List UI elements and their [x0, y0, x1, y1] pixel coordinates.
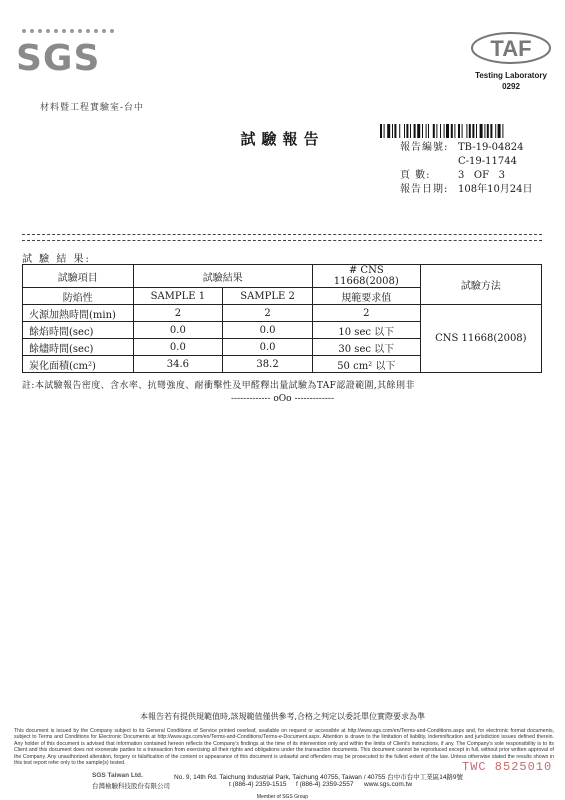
- barcode-bar: [466, 124, 467, 138]
- barcode-bar: [428, 124, 429, 138]
- results-label: 試 驗 結 果:: [22, 254, 91, 265]
- page-label: 頁 數:: [400, 170, 431, 181]
- row-requirement: 10 sec 以下: [312, 322, 420, 339]
- barcode-bar: [387, 124, 390, 138]
- footer-note: 本報告若有提供規範值時,該規範值僅供參考,合格之判定以委託單位實際要求為準: [139, 712, 426, 721]
- row-sample-2: 0.0: [223, 322, 313, 339]
- barcode-bar: [444, 124, 445, 138]
- barcode-bar: [495, 124, 496, 138]
- end-mark: ------------- oOo -------------: [230, 394, 334, 404]
- divider: [22, 240, 542, 241]
- row-sample-1: 0.0: [133, 322, 223, 339]
- barcode-bar: [410, 124, 411, 138]
- report-no: TB-19-04824: [458, 142, 524, 153]
- page-of: OF: [473, 170, 490, 181]
- footer-bar: [14, 772, 554, 788]
- barcode-bar: [384, 124, 385, 138]
- barcode-bar: [502, 124, 503, 138]
- barcode-bar: [426, 124, 427, 138]
- barcode-bar: [454, 124, 455, 138]
- row-sample-2: 0.0: [223, 339, 313, 356]
- header-sample-1: SAMPLE 1: [133, 288, 223, 305]
- sgs-logo: SGS: [16, 38, 101, 79]
- header-standard: # CNS 11668(2008): [312, 265, 420, 288]
- footer-tel: t (886-4) 2359-1515: [229, 781, 287, 788]
- footer-web: www.sgs.com.tw: [364, 781, 413, 788]
- barcode-bar: [404, 124, 405, 138]
- page-current: 3: [458, 170, 465, 181]
- row-item: 炭化面積(cm²): [23, 356, 134, 373]
- footer-fax: f (886-4) 2359-2557: [296, 781, 354, 788]
- header-method: 試驗方法: [420, 265, 541, 305]
- row-sample-1: 34.6: [133, 356, 223, 373]
- taf-logo: [470, 30, 552, 66]
- sgs-logo-dots: [18, 24, 118, 38]
- report-no-label: 報告編號:: [400, 142, 449, 153]
- barcode-bar: [414, 124, 416, 138]
- header-sample-2: SAMPLE 2: [223, 288, 313, 305]
- barcode: [380, 124, 548, 138]
- footer-company: SGS Taiwan Ltd.: [92, 772, 143, 779]
- header-results: 試驗結果: [133, 265, 312, 288]
- barcode-bar: [433, 124, 435, 138]
- barcode-bar: [484, 124, 485, 138]
- barcode-bar: [462, 124, 463, 138]
- report-meta: [400, 141, 533, 197]
- report-title: 試驗報告: [240, 130, 325, 148]
- serial-stamp: TWC 8525010: [462, 760, 553, 774]
- barcode-bar: [490, 124, 492, 138]
- barcode-bar: [392, 124, 393, 138]
- row-requirement: 50 cm² 以下: [312, 356, 420, 373]
- row-sample-1: 0.0: [133, 339, 223, 356]
- taf-caption: [466, 70, 556, 92]
- row-sample-1: 2: [133, 305, 223, 322]
- page-total: 3: [498, 170, 505, 181]
- header-item: 試驗項目: [23, 265, 134, 288]
- divider: [22, 234, 542, 235]
- footer-address: No. 9, 14th Rd. Taichung Industrial Park, Taichung 40755, Taiwan / 40755 台中市台中工業區14路9號: [174, 774, 464, 781]
- barcode-bar: [406, 124, 408, 138]
- header-property: 防焰性: [23, 288, 134, 305]
- row-requirement: 2: [312, 305, 420, 322]
- report-no-2: C-19-11744: [458, 156, 517, 167]
- table-header-row: [23, 265, 542, 288]
- barcode-bar: [476, 124, 477, 138]
- row-requirement: 30 sec 以下: [312, 339, 420, 356]
- barcode-bar: [458, 124, 460, 138]
- barcode-bar: [498, 124, 501, 138]
- member-text: Member of SGS Group: [256, 794, 309, 800]
- barcode-bar: [380, 124, 382, 138]
- row-sample-2: 2: [223, 305, 313, 322]
- barcode-bar: [469, 124, 471, 138]
- barcode-bar: [417, 124, 420, 138]
- row-sample-2: 38.2: [223, 356, 313, 373]
- barcode-bar: [436, 124, 437, 138]
- barcode-bar: [472, 124, 474, 138]
- row-item: 火源加熱時間(min): [23, 305, 134, 322]
- barcode-bar: [451, 124, 453, 138]
- footer-company-zh: 台灣檢驗科技股份有限公司: [92, 783, 170, 790]
- legal-text: This document is issued by the Company subject to its General Conditions of Service printed overleaf, available on request or accessible at http://www.sgs.com/en/Terms-and-Conditions.aspx and, for electronic format documents, subject to Terms and Conditions for Electronic Documents at http://www.sgs.com/en/Terms-and-Conditions/Terms-e-Document.aspx. Attention is drawn to the limitation of liability, indemnification and jurisdiction issues defined therein. Any holder of this document is advised that information contained hereon reflects the Company's findings at the time of its intervention only and within the limits of Client's instructions, if any. The Company's sole responsibility is to its Client and this document does not exonerate parties to a transaction from exercising all their rights and obligations under the transaction documents. This document cannot be reproduced except in full, without prior written approval of the Company. Any unauthorized alteration, forgery or falsification of the content or appearance of this document is unlawful and offenders may be prosecuted to the fullest extent of the law. Unless otherwise stated the results shown in this test report refer only to the sample(s) tested.: [14, 728, 554, 767]
- date-label: 報告日期:: [400, 184, 449, 195]
- results-table: [22, 264, 542, 373]
- barcode-bar: [440, 124, 441, 138]
- test-method: CNS 11668(2008): [420, 305, 541, 373]
- taf-caption-text: Testing Laboratory: [475, 71, 547, 80]
- table-row: [23, 305, 542, 322]
- barcode-bar: [487, 124, 489, 138]
- row-item: 餘焰時間(sec): [23, 322, 134, 339]
- note: 註:本試驗報告密度、含水率、抗彎強度、耐衝擊性及甲醛釋出量試驗為TAF認證範圍,其餘則非: [22, 381, 415, 391]
- barcode-bar: [399, 124, 400, 138]
- lab-name: 材料暨工程實驗室-台中: [40, 103, 145, 113]
- barcode-bar: [446, 124, 449, 138]
- barcode-bar: [422, 124, 423, 138]
- taf-logo-text: TAF: [490, 36, 532, 61]
- barcode-bar: [394, 124, 396, 138]
- row-item: 餘燼時間(sec): [23, 339, 134, 356]
- barcode-bar: [480, 124, 483, 138]
- taf-number: 0292: [502, 82, 520, 91]
- report-date: 108年10月24日: [458, 184, 533, 195]
- header-requirement: 規範要求值: [312, 288, 420, 305]
